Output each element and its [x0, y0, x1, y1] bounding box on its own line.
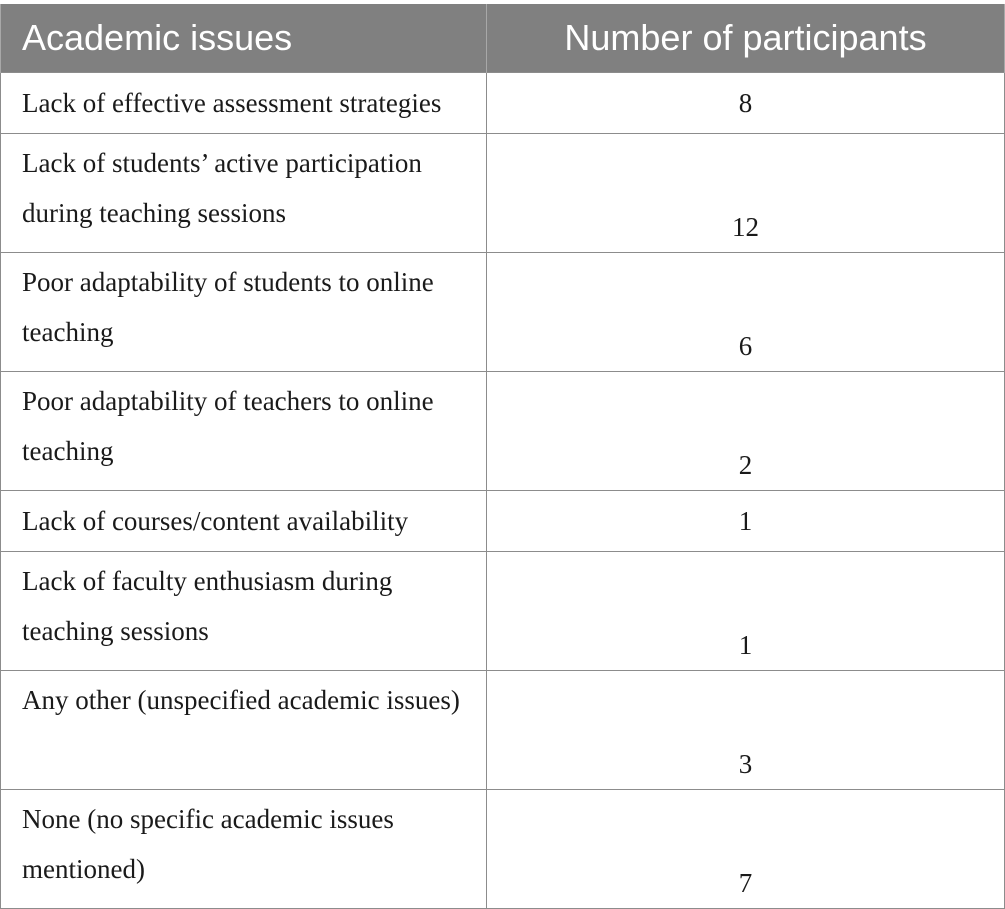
count-cell: 7: [487, 790, 1005, 909]
count-cell: 8: [487, 73, 1005, 134]
table-body: [1, 73, 1005, 909]
count-cell: 2: [487, 372, 1005, 491]
issue-cell: Lack of students’ active participation during teaching sessions: [1, 134, 487, 253]
table-row: [1, 372, 1005, 491]
table-row: [1, 491, 1005, 552]
header-academic-issues: Academic issues: [1, 4, 487, 73]
issue-cell: Lack of faculty enthusiasm during teaching sessions: [1, 552, 487, 671]
count-cell: 3: [487, 671, 1005, 790]
academic-issues-table: [0, 4, 1005, 909]
issue-cell: Lack of courses/content availability: [1, 491, 487, 552]
table-row: [1, 73, 1005, 134]
table-row: [1, 552, 1005, 671]
count-cell: 1: [487, 552, 1005, 671]
header-row: [1, 4, 1005, 73]
count-cell: 12: [487, 134, 1005, 253]
table-header: [1, 4, 1005, 73]
header-number-of-participants: Number of participants: [487, 4, 1005, 73]
issue-cell: Lack of effective assessment strategies: [1, 73, 487, 134]
table-row: [1, 134, 1005, 253]
table-row: [1, 790, 1005, 909]
count-cell: 6: [487, 253, 1005, 372]
count-cell: 1: [487, 491, 1005, 552]
issue-cell: Poor adaptability of teachers to online teaching: [1, 372, 487, 491]
table-row: [1, 253, 1005, 372]
issue-cell: Poor adaptability of students to online teaching: [1, 253, 487, 372]
issue-cell: Any other (unspecified academic issues): [1, 671, 487, 790]
issue-cell: None (no specific academic issues mentioned): [1, 790, 487, 909]
table-row: [1, 671, 1005, 790]
